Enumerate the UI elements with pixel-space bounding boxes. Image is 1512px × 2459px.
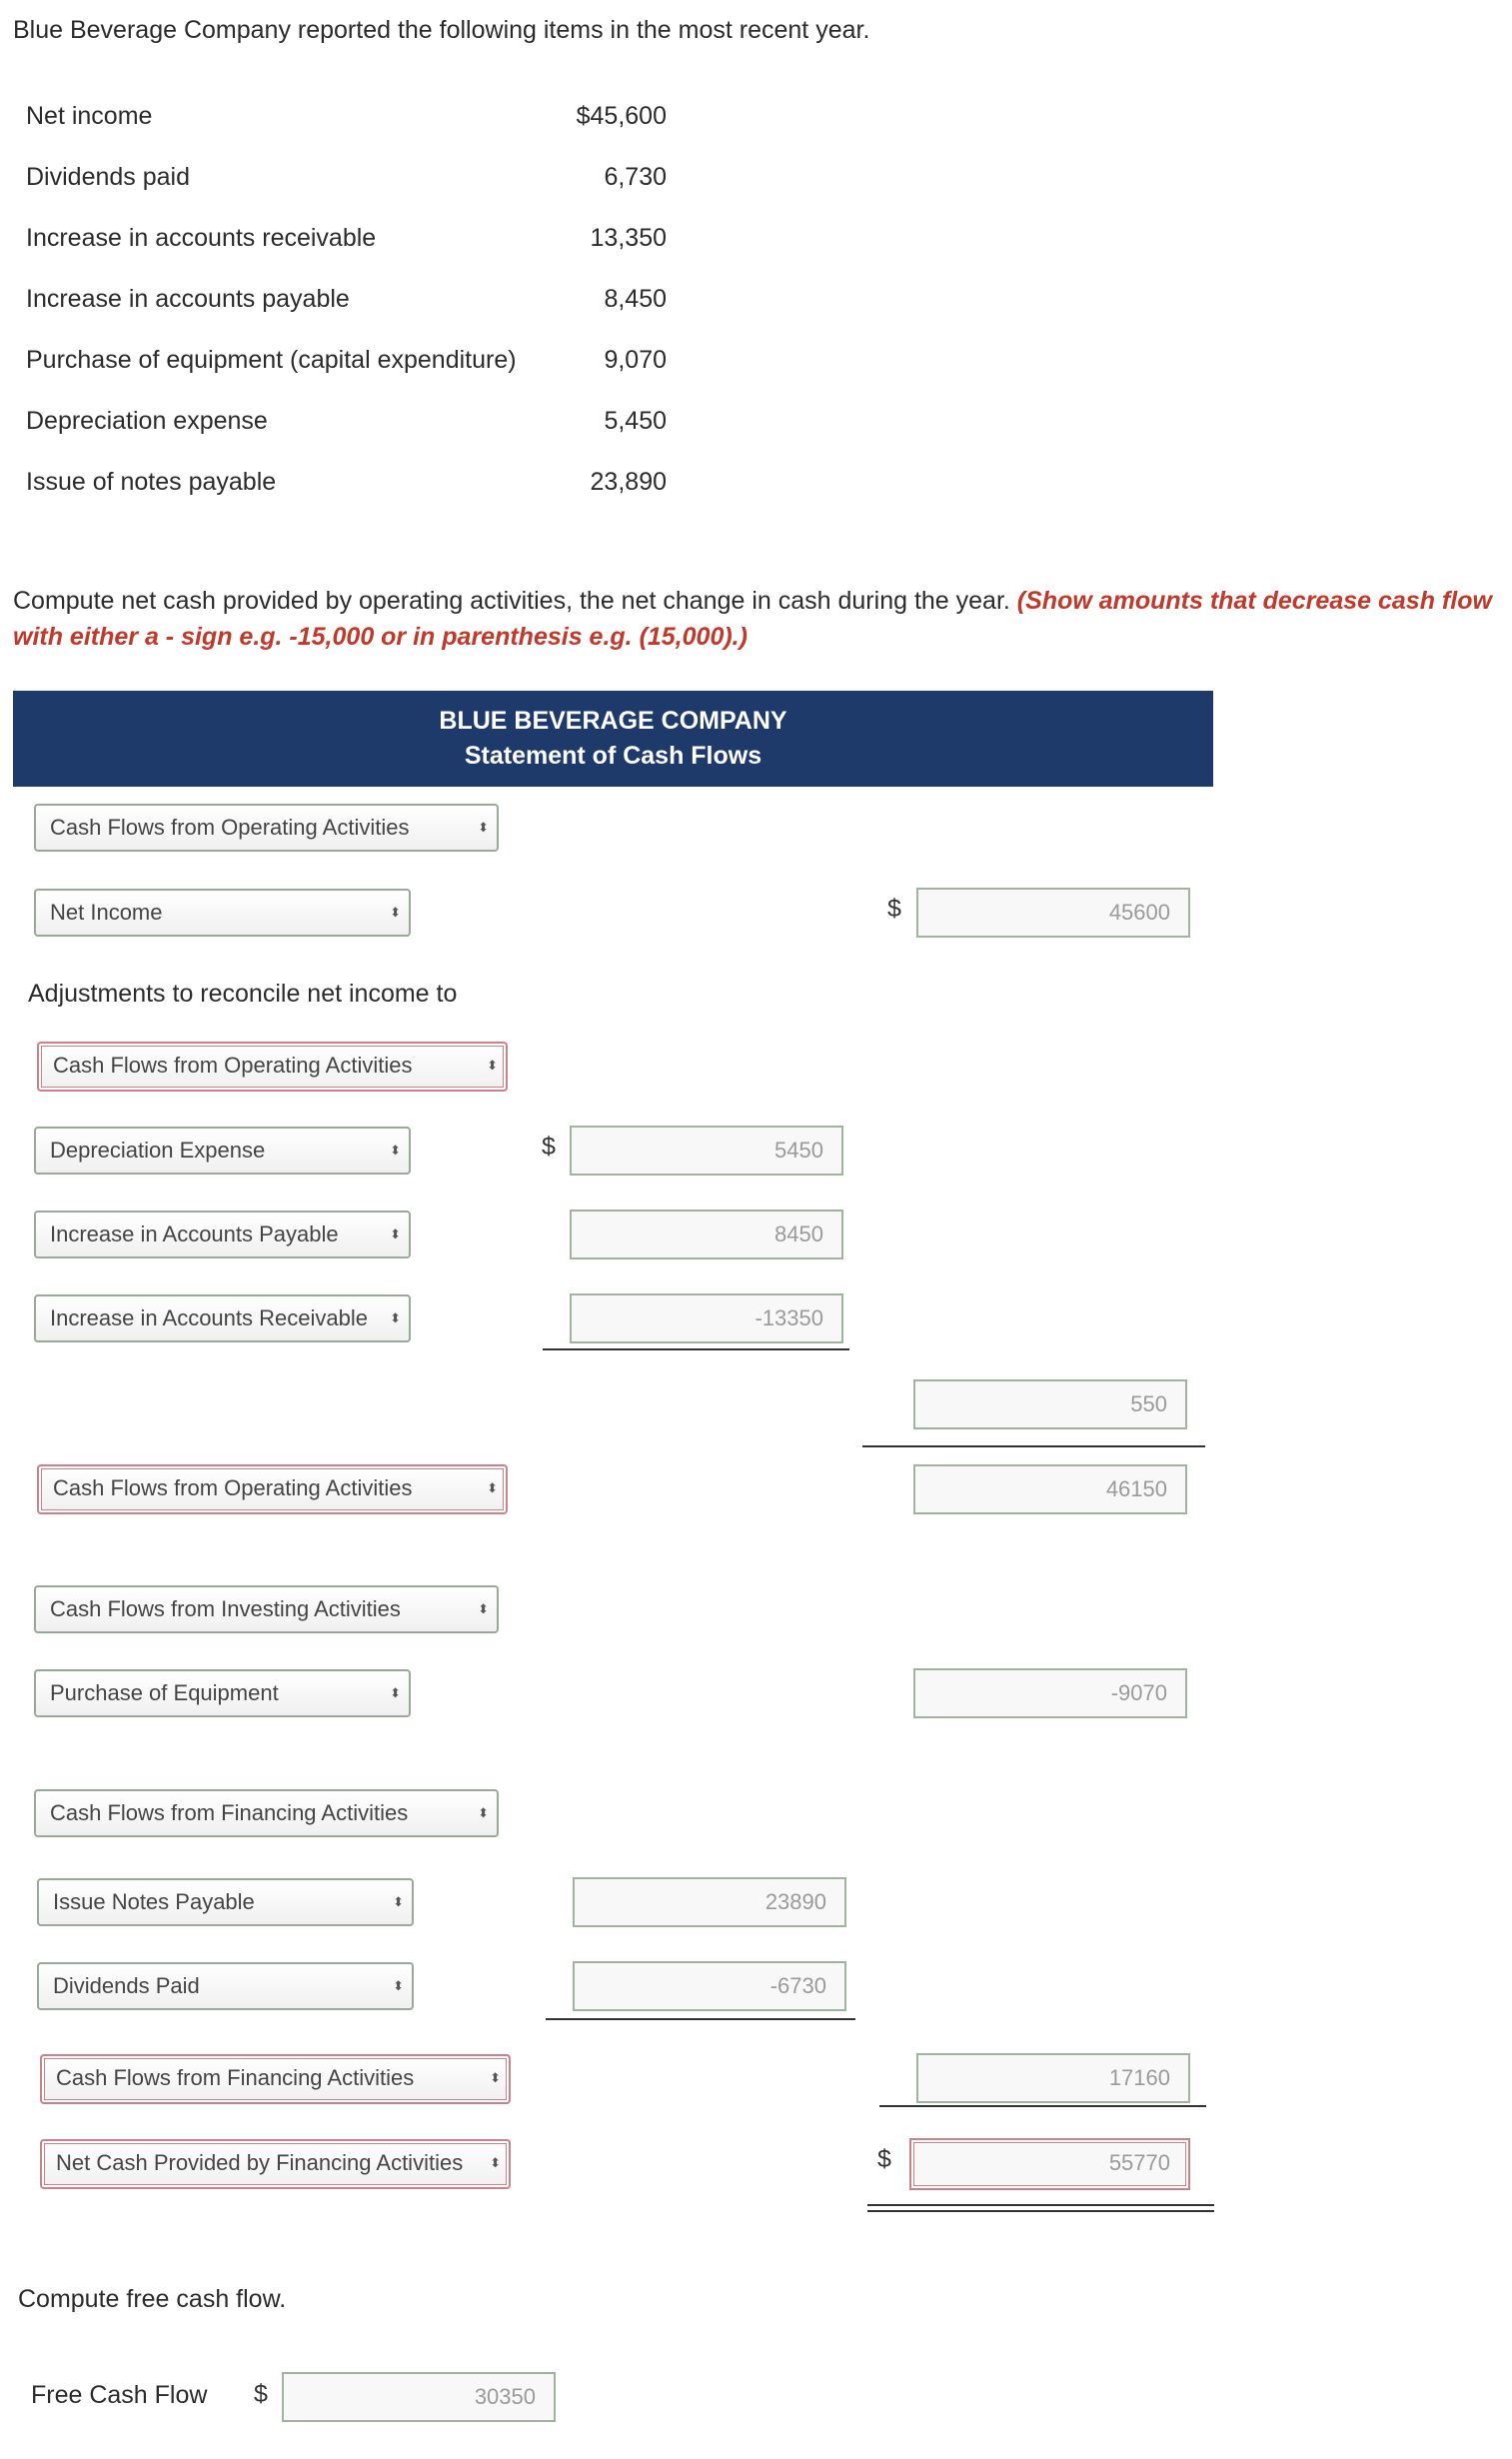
select-value: Cash Flows from Operating Activities xyxy=(53,1475,413,1500)
free-cash-flow-input[interactable]: 30350 xyxy=(282,2372,556,2422)
select-value: Cash Flows from Financing Activities xyxy=(56,2065,415,2090)
financing-total-select[interactable] xyxy=(40,2054,511,2104)
accounts-payable-select[interactable] xyxy=(34,1211,411,1258)
dividends-input[interactable]: -6730 xyxy=(573,1961,846,2011)
total-double-rule xyxy=(867,2204,1214,2206)
select-value: Issue Notes Payable xyxy=(53,1889,255,1914)
given-value: 6,730 xyxy=(604,163,667,191)
accounts-receivable-input[interactable]: -13350 xyxy=(570,1293,843,1343)
select-value: Cash Flows from Operating Activities xyxy=(53,1053,413,1078)
updown-arrow-icon: ⬍ xyxy=(478,820,489,835)
intro-text: Blue Beverage Company reported the following items in the most recent year. xyxy=(13,16,870,44)
operating-header-select[interactable] xyxy=(34,804,499,852)
financing-header-select[interactable] xyxy=(34,1789,499,1837)
given-label: Net income xyxy=(26,102,153,130)
updown-arrow-icon: ⬍ xyxy=(390,1227,401,1241)
updown-arrow-icon: ⬍ xyxy=(390,1143,401,1158)
instruction-note: (Show amounts that decrease cash flow with either a - sign e.g. -15,000 or in parenthesis e.g. (15,000).) xyxy=(13,587,1492,651)
adjustments-label: Adjustments to reconcile net income to xyxy=(28,980,458,1008)
given-label: Depreciation expense xyxy=(26,407,268,435)
statement-header xyxy=(13,691,1213,787)
given-label: Increase in accounts payable xyxy=(26,285,350,313)
financing-total-input[interactable]: 17160 xyxy=(916,2053,1190,2103)
total-adjustments-input[interactable]: 550 xyxy=(913,1379,1187,1429)
given-label: Purchase of equipment (capital expenditure) xyxy=(26,346,517,374)
updown-arrow-icon: ⬍ xyxy=(393,1894,404,1909)
currency-symbol: $ xyxy=(887,895,901,923)
given-value: 8,450 xyxy=(604,285,667,313)
instruction-text: Compute net cash provided by operating activities, the net change in cash during the year. xyxy=(13,587,1010,615)
select-value: Depreciation Expense xyxy=(50,1138,266,1163)
subtotal-rule xyxy=(543,1348,849,1350)
free-cash-flow-label: Free Cash Flow xyxy=(31,2381,208,2409)
currency-symbol: $ xyxy=(254,2380,268,2408)
subtotal-rule xyxy=(862,1445,1205,1447)
net-income-select[interactable] xyxy=(34,889,411,937)
updown-arrow-icon: ⬍ xyxy=(490,2070,501,2085)
updown-arrow-icon: ⬍ xyxy=(487,1480,498,1495)
company-name: BLUE BEVERAGE COMPANY xyxy=(439,707,787,735)
dividends-select[interactable] xyxy=(37,1962,414,2010)
operating-total-input[interactable]: 46150 xyxy=(913,1464,1187,1514)
updown-arrow-icon: ⬍ xyxy=(393,1978,404,1993)
select-value: Purchase of Equipment xyxy=(50,1680,279,1705)
given-label: Dividends paid xyxy=(26,163,190,191)
free-cash-flow-prompt: Compute free cash flow. xyxy=(18,2285,287,2313)
given-value: 23,890 xyxy=(590,468,667,496)
notes-payable-input[interactable]: 23890 xyxy=(573,1877,846,1927)
select-value: Increase in Accounts Payable xyxy=(50,1222,339,1246)
updown-arrow-icon: ⬍ xyxy=(390,905,401,920)
given-label: Increase in accounts receivable xyxy=(26,224,377,252)
given-value: $45,600 xyxy=(576,102,667,130)
statement-title: Statement of Cash Flows xyxy=(464,742,762,770)
updown-arrow-icon: ⬍ xyxy=(490,2155,501,2170)
total-double-rule xyxy=(867,2210,1214,2212)
given-label: Issue of notes payable xyxy=(26,468,277,496)
select-value: Dividends Paid xyxy=(53,1973,200,1998)
given-value: 5,450 xyxy=(604,407,667,435)
updown-arrow-icon: ⬍ xyxy=(478,1805,489,1820)
depreciation-select[interactable] xyxy=(34,1127,411,1175)
subtotal-rule xyxy=(546,2018,855,2020)
select-value: Net Income xyxy=(50,900,163,925)
subtotal-rule xyxy=(879,2105,1206,2107)
select-value: Increase in Accounts Receivable xyxy=(50,1305,368,1330)
updown-arrow-icon: ⬍ xyxy=(390,1685,401,1700)
given-value: 13,350 xyxy=(590,224,667,252)
notes-payable-select[interactable] xyxy=(37,1878,414,1926)
select-value: Cash Flows from Operating Activities xyxy=(50,815,410,840)
operating-total-select[interactable] xyxy=(37,1464,508,1514)
equipment-input[interactable]: -9070 xyxy=(913,1668,1187,1718)
accounts-payable-input[interactable]: 8450 xyxy=(570,1210,843,1259)
select-value: Cash Flows from Investing Activities xyxy=(50,1596,401,1621)
currency-symbol: $ xyxy=(542,1133,556,1161)
updown-arrow-icon: ⬍ xyxy=(478,1601,489,1616)
net-income-input[interactable]: 45600 xyxy=(916,888,1190,938)
accounts-receivable-select[interactable] xyxy=(34,1294,411,1342)
investing-header-select[interactable] xyxy=(34,1585,499,1633)
equipment-select[interactable] xyxy=(34,1669,411,1717)
updown-arrow-icon: ⬍ xyxy=(390,1310,401,1325)
updown-arrow-icon: ⬍ xyxy=(487,1058,498,1073)
adjust-header-select[interactable] xyxy=(37,1042,508,1092)
depreciation-input[interactable]: 5450 xyxy=(570,1126,843,1176)
currency-symbol: $ xyxy=(877,2145,891,2173)
net-financing-select[interactable] xyxy=(40,2139,511,2189)
select-value: Net Cash Provided by Financing Activities xyxy=(56,2150,464,2175)
given-value: 9,070 xyxy=(604,346,667,374)
net-change-input[interactable]: 55770 xyxy=(909,2138,1190,2190)
select-value: Cash Flows from Financing Activities xyxy=(50,1800,409,1825)
instructions xyxy=(13,583,1502,655)
